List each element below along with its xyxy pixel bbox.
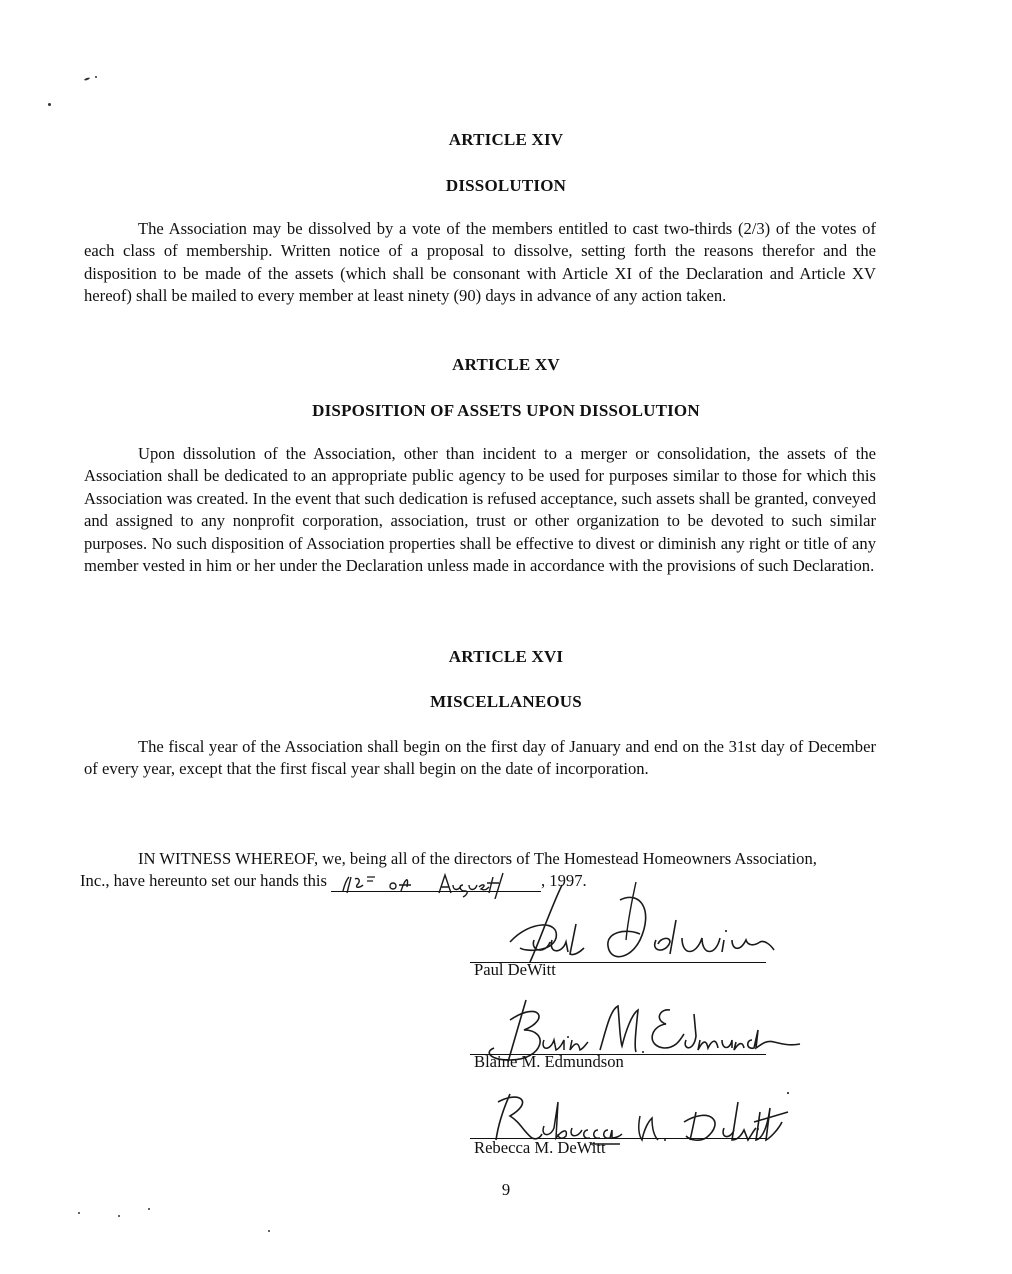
- scan-speck: [78, 1212, 80, 1214]
- page-number: 9: [501, 1180, 511, 1199]
- article-xv-body: [84, 443, 876, 577]
- article-xvi-title: MISCELLANEOUS: [430, 692, 582, 711]
- scan-speck: [48, 103, 51, 106]
- signature-paul-dewitt: [470, 880, 780, 970]
- article-xvi-paragraph: The fiscal year of the Association shall begin on the first day of January and end on the 31st day of December of every year, except that the first fiscal year shall begin on the date of incorporation.: [84, 737, 876, 779]
- witness-line-2-suffix: , 1997.: [541, 871, 587, 890]
- signatory-name: Blaine M. Edmundson: [474, 1052, 624, 1071]
- article-xvi-body: [84, 736, 876, 781]
- witness-line-1: IN WITNESS WHEREOF, we, being all of the directors of The Homestead Homeowners Association,: [138, 849, 817, 868]
- scan-speck: [148, 1208, 150, 1210]
- article-xiv-title: DISSOLUTION: [445, 176, 567, 195]
- signatory-name: Rebecca M. DeWitt: [474, 1138, 606, 1157]
- signatory-name: Paul DeWitt: [474, 960, 556, 979]
- scan-speck: [118, 1215, 120, 1217]
- article-xv-heading: ARTICLE XV: [452, 355, 560, 374]
- article-xv-paragraph: Upon dissolution of the Association, other than incident to a merger or consolidation, the assets of the Association shall be dedicated to an appropriate public agency to be used for purposes similar to those for which this Association was created. In the event that such dedication is refused acceptance, such assets shall be granted, conveyed and assigned to any nonprofit corporation, association, trust or other organization to be devoted to such similar purposes. No such disposition of Association properties shall be effective to divest or diminish any right or title of any member vested in him or her under the Declaration unless made in accordance with the provisions of such Declaration.: [84, 444, 876, 576]
- article-xiv-body: [84, 218, 876, 308]
- article-xiv-paragraph: The Association may be dissolved by a vote of the members entitled to cast two-thirds (2/3) of the votes of each class of membership. Written notice of a proposal to dissolve, setting forth the reasons therefor and the disposition to be made of the assets (which shall be consonant with Article XI of the Declaration and Article XV hereof) shall be mailed to every member at least ninety (90) days in advance of any action taken.: [84, 219, 876, 306]
- article-xvi-heading: ARTICLE XVI: [448, 647, 564, 666]
- article-xiv-heading: ARTICLE XIV: [448, 130, 564, 149]
- article-xv-title: DISPOSITION OF ASSETS UPON DISSOLUTION: [312, 401, 700, 420]
- scan-speck: [84, 77, 90, 81]
- witness-line-2-prefix: Inc., have hereunto set our hands this: [80, 871, 327, 890]
- scan-speck: [95, 76, 97, 78]
- scan-speck: [268, 1230, 270, 1232]
